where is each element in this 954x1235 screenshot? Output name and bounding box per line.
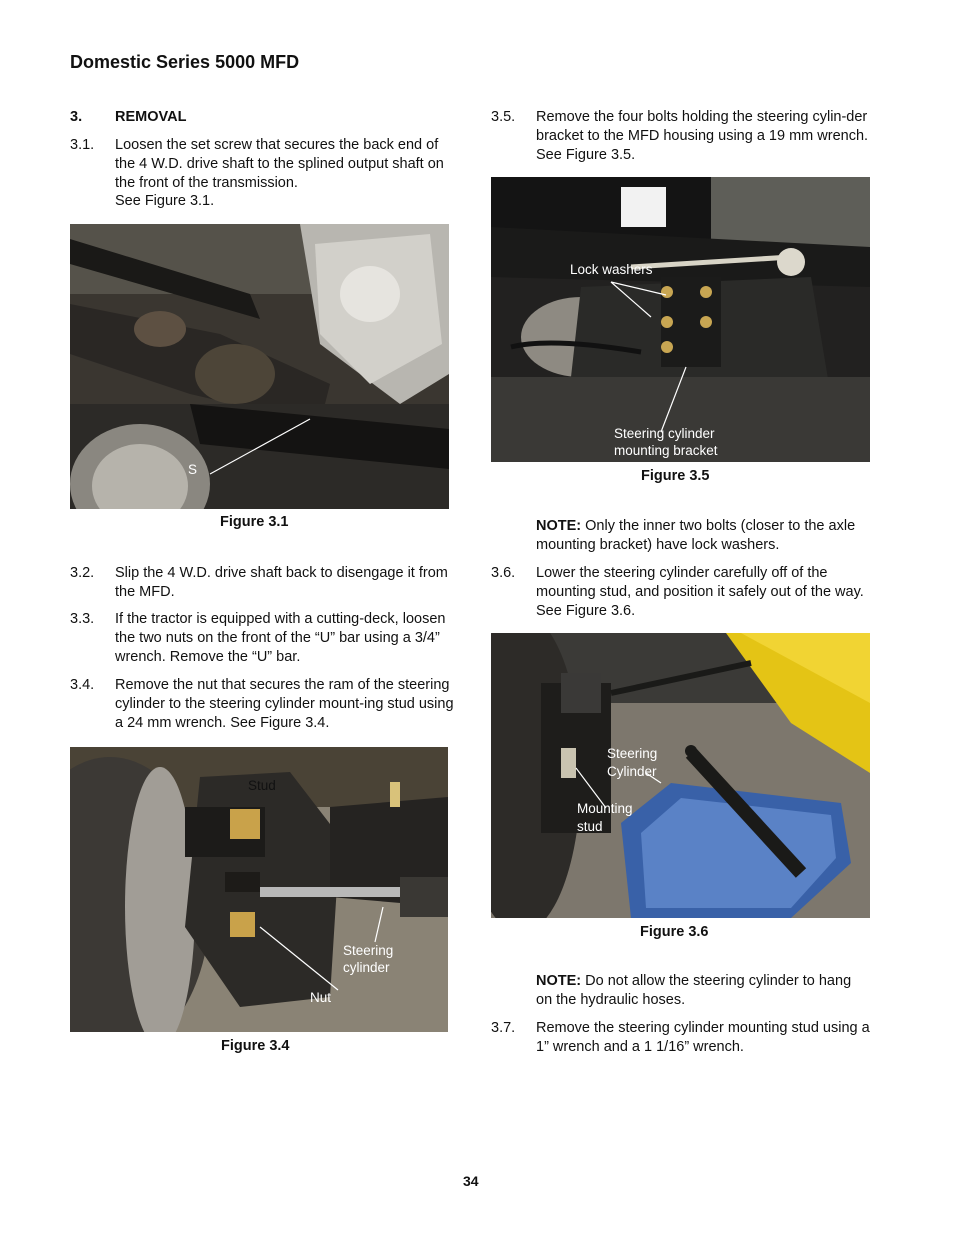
figure-3-6-caption: Figure 3.6 xyxy=(640,924,709,940)
page-title: Domestic Series 5000 MFD xyxy=(70,52,300,72)
figure-3-6-photo xyxy=(491,633,870,918)
step-3-6 xyxy=(491,564,881,624)
steering-bracket-photo xyxy=(491,177,870,462)
step-number: 3.1. xyxy=(70,137,95,153)
figure-3-4-photo xyxy=(70,747,448,1032)
step-number: 3.3. xyxy=(70,611,95,627)
figure-3-5-label-mounting-bracket: mounting bracket xyxy=(614,443,718,458)
section-title: REMOVAL xyxy=(115,109,187,125)
step-text: Lower the steering cylinder carefully off of the mounting stud, and position it safely out of the way. See Figure 3.6. xyxy=(536,565,864,619)
figure-3-1-photo xyxy=(70,224,449,509)
note-hydraulic-hoses xyxy=(536,972,871,1010)
note-text: Do not allow the steering cylinder to hang on the hydraulic hoses. xyxy=(536,973,852,1008)
section-heading xyxy=(70,108,460,128)
step-number: 3.5. xyxy=(491,109,516,125)
figure-3-4-label-nut: Nut xyxy=(310,990,332,1005)
figure-3-5-photo xyxy=(491,177,870,462)
figure-3-4-label-stud: Stud xyxy=(248,778,276,793)
step-3-2 xyxy=(70,564,460,604)
step-3-1 xyxy=(70,136,460,216)
step-text: Remove the steering cylinder mounting stud using a 1” wrench and a 1 1/16” wrench. xyxy=(536,1020,870,1055)
figure-3-6-label-steering: Steering xyxy=(607,746,658,761)
figure-3-5-caption: Figure 3.5 xyxy=(641,468,710,484)
figure-3-5-label-lock-washers: Lock washers xyxy=(570,262,653,277)
step-text: Slip the 4 W.D. drive shaft back to disengage it from the MFD. xyxy=(115,565,448,600)
step-text: Remove the four bolts holding the steering cylin-der bracket to the MFD housing using a 19 mm wrench. See Figure 3.5. xyxy=(536,109,869,163)
figure-3-6-label-mounting: Mounting xyxy=(577,801,633,816)
step-3-7 xyxy=(491,1019,881,1059)
figure-3-6-label-cylinder: Cylinder xyxy=(607,764,657,779)
note-lock-washers xyxy=(536,517,871,555)
note-label: NOTE: xyxy=(536,973,582,989)
step-3-4 xyxy=(70,676,460,736)
figure-3-4-label-cylinder: cylinder xyxy=(343,960,390,975)
section-number: 3. xyxy=(70,109,83,125)
step-number: 3.4. xyxy=(70,677,95,693)
step-text: Loosen the set screw that secures the back end of the 4 W.D. drive shaft to the splined output shaft on the front of the transmission. xyxy=(115,137,444,191)
steering-cylinder-removed-photo xyxy=(491,633,870,918)
figure-3-4-caption: Figure 3.4 xyxy=(221,1038,290,1054)
step-text: Remove the nut that secures the ram of the steering cylinder to the steering cylinder mount-ing stud using a 24 mm wrench. See Figure 3.4. xyxy=(115,677,454,731)
step-number: 3.7. xyxy=(491,1020,516,1036)
figure-3-1-label-s: S xyxy=(188,462,198,477)
page-number: 34 xyxy=(463,1173,479,1189)
note-text: Only the inner two bolts (closer to the axle mounting bracket) have lock washers. xyxy=(536,518,856,553)
step-number: 3.6. xyxy=(491,565,516,581)
figure-3-1-caption: Figure 3.1 xyxy=(220,514,289,530)
figure-3-4-label-steering: Steering xyxy=(343,943,394,958)
step-number: 3.2. xyxy=(70,565,95,581)
step-figure-ref: See Figure 3.1. xyxy=(115,193,215,210)
figure-3-6-label-stud: stud xyxy=(577,819,603,834)
step-text: If the tractor is equipped with a cutting-deck, loosen the two nuts on the front of the “U” bar using a 3/4” wrench. Remove the “U” bar. xyxy=(115,611,446,665)
drive-shaft-photo xyxy=(70,224,449,509)
figure-3-5-label-steering-cylinder: Steering cylinder xyxy=(614,426,715,441)
step-3-3 xyxy=(70,610,460,670)
note-label: NOTE: xyxy=(536,518,582,534)
step-3-5 xyxy=(491,108,881,168)
